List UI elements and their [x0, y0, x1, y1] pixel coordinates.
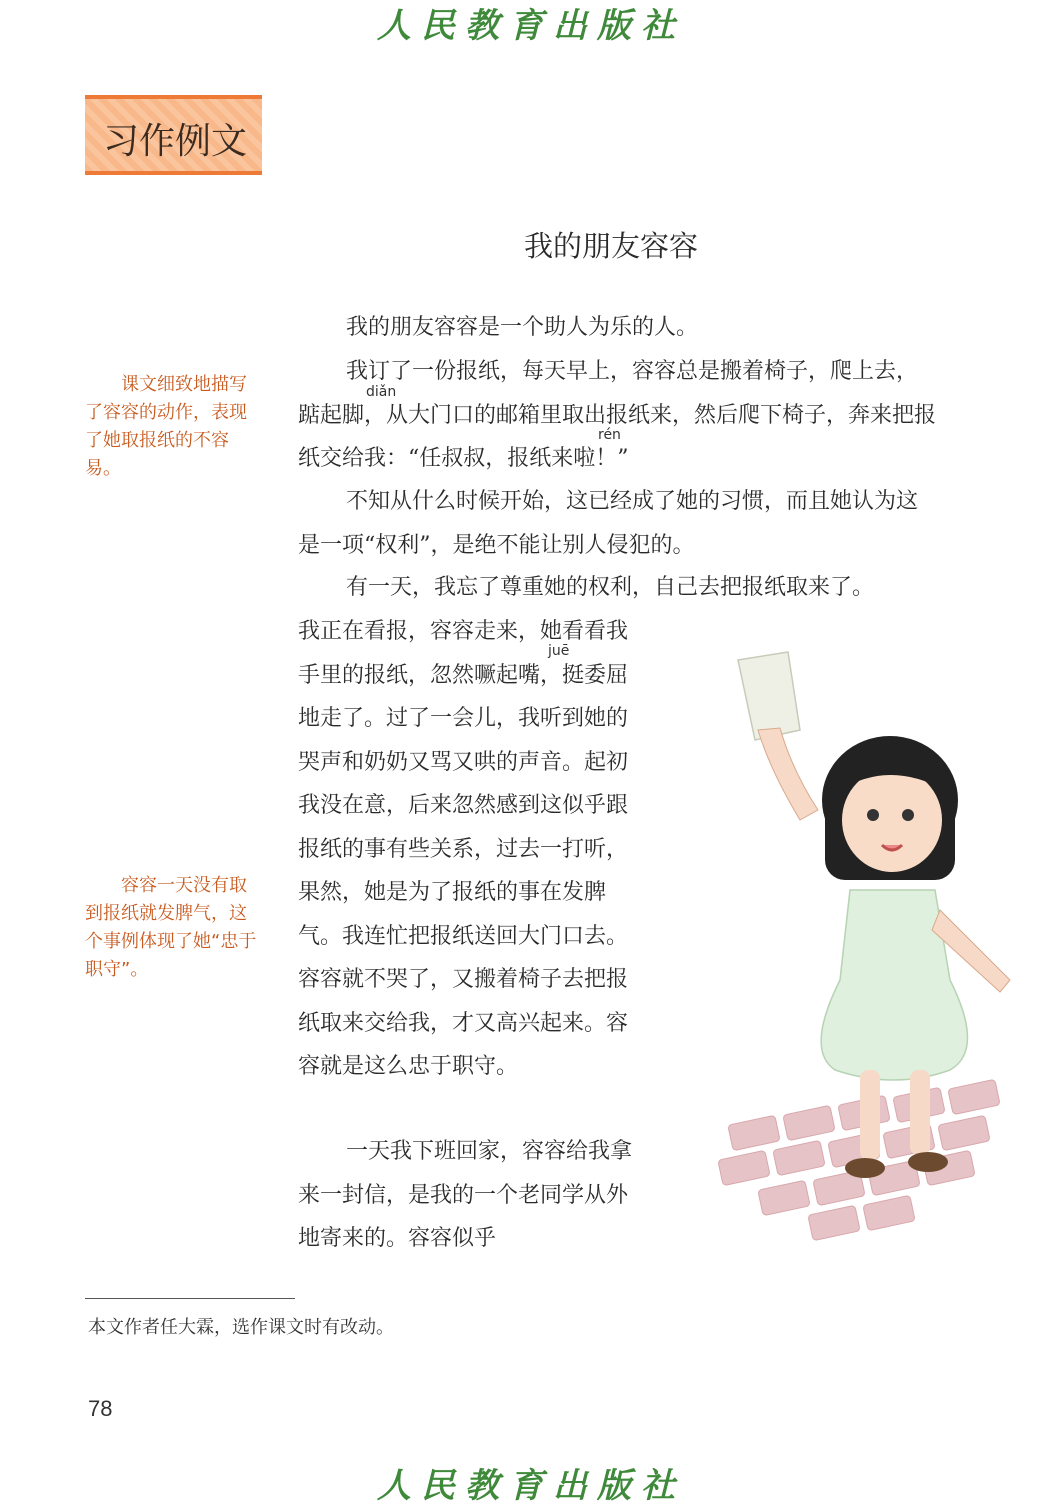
side-note-1: [85, 371, 257, 483]
section-label: 习作例文: [103, 121, 248, 162]
girl-holding-newspaper-illustration: [700, 650, 1045, 1260]
footnote: 本文作者任大霖，选作课文时有改动。: [88, 1317, 394, 1338]
side-note-2: [85, 872, 257, 984]
publisher-footer: 人民教育出版社: [377, 1466, 685, 1506]
pinyin-jue: juē: [548, 643, 570, 659]
section-badge: [85, 95, 262, 175]
pinyin-ren: rén: [598, 427, 621, 443]
paragraph-1: 我的朋友容容是一个助人为乐的人。: [346, 315, 699, 340]
side-note-text: 容容一天没有取到报纸就发脾气，这个事例体现了她“忠于职守”。: [85, 875, 257, 980]
paragraph-6: 一天我下班回家，容容给我拿来一封信，是我的一个老同学从外地寄来的。容容似乎: [298, 1139, 633, 1251]
page-number: 78: [88, 1396, 113, 1421]
essay-title: 我的朋友容容: [523, 229, 698, 263]
paragraph-4: 有一天，我忘了尊重她的权利，自己去把报纸取来了。: [346, 575, 875, 600]
side-note-text: 课文细致地描写了容容的动作，表现了她取报纸的不容易。: [85, 374, 247, 479]
pinyin-dian: diǎn: [366, 384, 397, 400]
footnote-divider: [85, 1298, 295, 1299]
paragraph-2: 我订了一份报纸，每天早上，容容总是搬着椅子，爬上去，踮起脚，从大门口的邮箱里取出报纸来，然后爬下椅子，奔来把报纸交给我：“任叔叔，报纸来啦！”: [298, 359, 937, 471]
publisher-header: 人民教育出版社: [377, 6, 685, 46]
paragraph-3: 不知从什么时候开始，这已经成了她的习惯，而且她认为这是一项“权利”，是绝不能让别人侵犯的。: [298, 489, 919, 558]
paragraph-5: 我正在看报，容容走来，她看看我手里的报纸，忽然噘起嘴，挺委屈地走了。过了一会儿，我听到她的哭声和奶奶又骂又哄的声音。起初我没在意，后来忽然感到这似乎跟报纸的事有些关系，过去一打听，果然，她是为了报纸的事在发脾气。我连忙把报纸送回大门口去。容容就不哭了，又搬着椅子去把报纸取来交给我，才又高兴起来。容容就是这么忠于职守。: [298, 619, 629, 1079]
